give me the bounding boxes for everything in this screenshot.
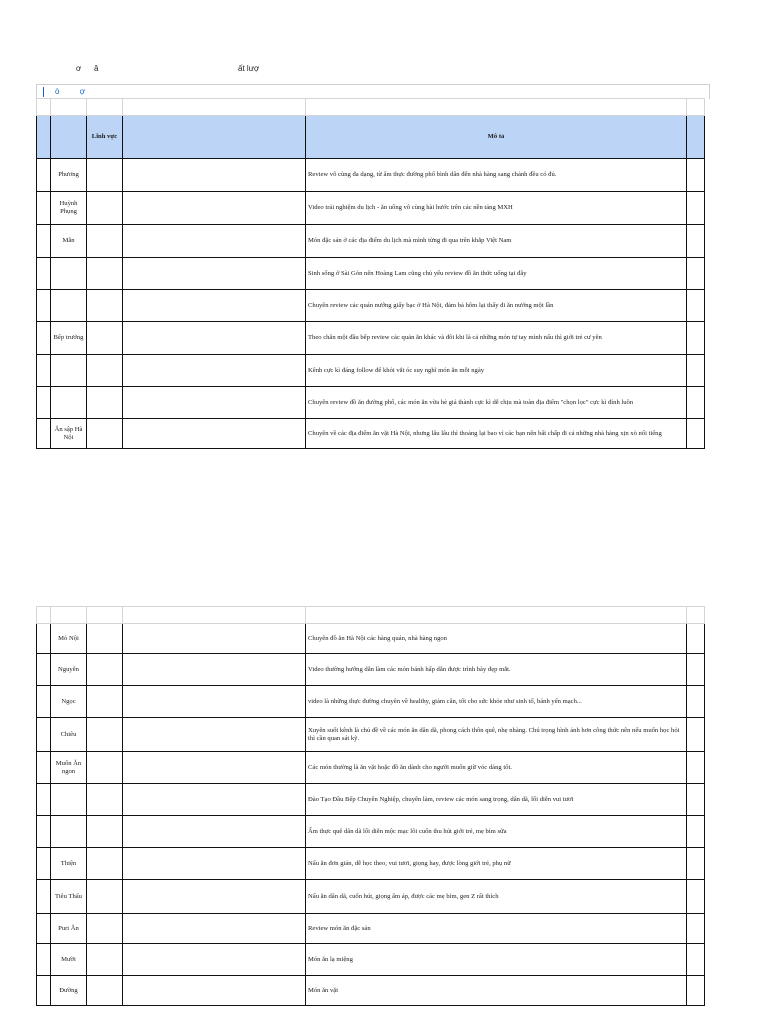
creator-desc: Chuyên review các quán nướng giấy bạc ở Hà Nội, đảm bả hôm lại thấy đi ăn nướng một lần: [306, 290, 687, 322]
creator-desc: Món đặc sản ở các địa điểm du lịch mà mình từng đi qua trên khắp Việt Nam: [306, 225, 687, 258]
creator-desc: Nấu ăn dân dã, cuốn hút, giọng ấm áp, được các mẹ bỉm, gen Z rất thích: [306, 880, 687, 914]
creator-desc: Món ăn lạ miệng: [306, 944, 687, 976]
creator-name: Huỳnh Phụng: [51, 192, 87, 225]
creator-name: Mẫn: [51, 225, 87, 258]
creator-desc: Xuyên suốt kênh là chủ đề về các món ăn dân dã, phong cách thôn quê, nhẹ nhàng. Chú trọng hình ảnh hơn công thức nên nếu muốn học hỏi thì cần quan sát kỹ.: [306, 718, 687, 752]
sheet-tab-2[interactable]: ợ: [79, 87, 85, 96]
table-row: [37, 387, 705, 419]
table-row: [37, 816, 705, 848]
creator-desc: Ẩm thực quê dân dã lối diễn mộc mạc lôi cuốn thu hút giới trẻ, mẹ bỉm sữa: [306, 816, 687, 848]
table-row: [37, 654, 705, 686]
creator-desc: video là những thực đường chuyên về healthy, giảm cân, tốt cho sức khỏe như sinh tố, bánh yến mạch...: [306, 686, 687, 718]
table-row: [37, 419, 705, 449]
top-cell-2: â: [94, 64, 99, 73]
table-row: [37, 322, 705, 355]
creator-desc: Review vô cùng đa dạng, từ ẩm thực đường phố bình dân đến nhà hàng sang chảnh đều có đủ.: [306, 159, 687, 192]
table-blank-row: [37, 99, 705, 116]
table-row: [37, 848, 705, 880]
creator-name: Ăn sập Hà Nội: [51, 419, 87, 449]
table-row: [37, 355, 705, 387]
creator-name: Chiêu: [51, 718, 87, 752]
table-row: [37, 192, 705, 225]
tab-accent: [43, 87, 44, 97]
creator-desc: Chuyên review đồ ăn đường phố, các món ăn vừa hè giá thành cực kì dễ chịu mà toàn địa điểm "chọn lọc" cực kì đỉnh luôn: [306, 387, 687, 419]
table-row: [37, 880, 705, 914]
creator-name: [51, 355, 87, 387]
sheet-tab-strip: [36, 84, 710, 99]
creator-name: Puri Ăn: [51, 914, 87, 944]
creator-name: [51, 816, 87, 848]
table-row: [37, 752, 705, 784]
creator-name: Thiện: [51, 848, 87, 880]
table-row: [37, 944, 705, 976]
creator-name: [51, 290, 87, 322]
top-cell-1: ơ: [76, 64, 82, 73]
creator-desc: Nấu ăn đơn giản, dễ học theo, vui tươi, giọng hay, được lòng giới trẻ, phụ nữ: [306, 848, 687, 880]
creator-desc: Theo chân một đầu bếp review các quán ăn khác và đôi khi là cả những món tự tay mình nấu thì giới trẻ cư yên: [306, 322, 687, 355]
table-row: [37, 225, 705, 258]
creator-name: Muốn Ăn ngon: [51, 752, 87, 784]
table-blank-row: [37, 607, 705, 624]
table-row: [37, 624, 705, 654]
creator-name: Tiêu Thấu: [51, 880, 87, 914]
creator-name: [51, 387, 87, 419]
table-row: [37, 159, 705, 192]
creator-desc: Review món ăn đặc sản: [306, 914, 687, 944]
creator-name: Mười: [51, 944, 87, 976]
creator-name: Đường: [51, 976, 87, 1006]
creator-desc: Các món thường là ăn vặt hoặc đồ ăn dành cho người muốn giữ vóc dáng tốt.: [306, 752, 687, 784]
header-field: Lĩnh vực: [87, 116, 123, 159]
creator-desc: Video thường hướng dẫn làm các món bánh hấp dẫn được trình bày đẹp mắt.: [306, 654, 687, 686]
table-row: [37, 914, 705, 944]
creator-desc: Video trải nghiệm du lịch - ăn uống vô cùng hài hước trên các nền tảng MXH: [306, 192, 687, 225]
table-row: [37, 976, 705, 1006]
creator-name: Ngọc: [51, 686, 87, 718]
creator-name: Nguyễn: [51, 654, 87, 686]
creator-desc: Chuyên đồ ăn Hà Nội các hàng quán, nhà hàng ngon: [306, 624, 687, 654]
creator-name: Bếp trưởng: [51, 322, 87, 355]
creator-desc: Chuyên về các địa điểm ăn vặt Hà Nội, nhưng lâu lâu thì thoảng lại bao vì các bạn nên bất chấp đi cả những nhà hàng xịn xò nổi tiếng: [306, 419, 687, 449]
table-header-row: [37, 116, 705, 159]
creator-table-1: [36, 98, 705, 449]
table-row: [37, 686, 705, 718]
table-row: [37, 718, 705, 752]
creator-desc: Sinh sống ở Sài Gòn nên Hoàng Lam cũng chủ yếu review đồ ăn thức uống tại đây: [306, 258, 687, 290]
creator-desc: Món ăn vặt: [306, 976, 687, 1006]
sheet-tab-1[interactable]: ò: [55, 87, 60, 96]
creator-name: [51, 784, 87, 816]
table-row: [37, 290, 705, 322]
table-row: [37, 258, 705, 290]
top-cell-3: ất lượ: [238, 64, 260, 73]
header-desc: Mô tả: [306, 116, 687, 159]
creator-desc: Kênh cực kì đáng follow để khỏi vắt óc suy nghĩ món ăn mỗi ngày: [306, 355, 687, 387]
table-row: [37, 784, 705, 816]
creator-name: [51, 258, 87, 290]
creator-name: Phương: [51, 159, 87, 192]
creator-name: Mò Nội: [51, 624, 87, 654]
creator-table-2: [36, 606, 705, 1006]
creator-desc: Đào Tạo Đầu Bếp Chuyên Nghiệp, chuyên làm, review các món sang trọng, dân dã, lối diễn vui tươi: [306, 784, 687, 816]
